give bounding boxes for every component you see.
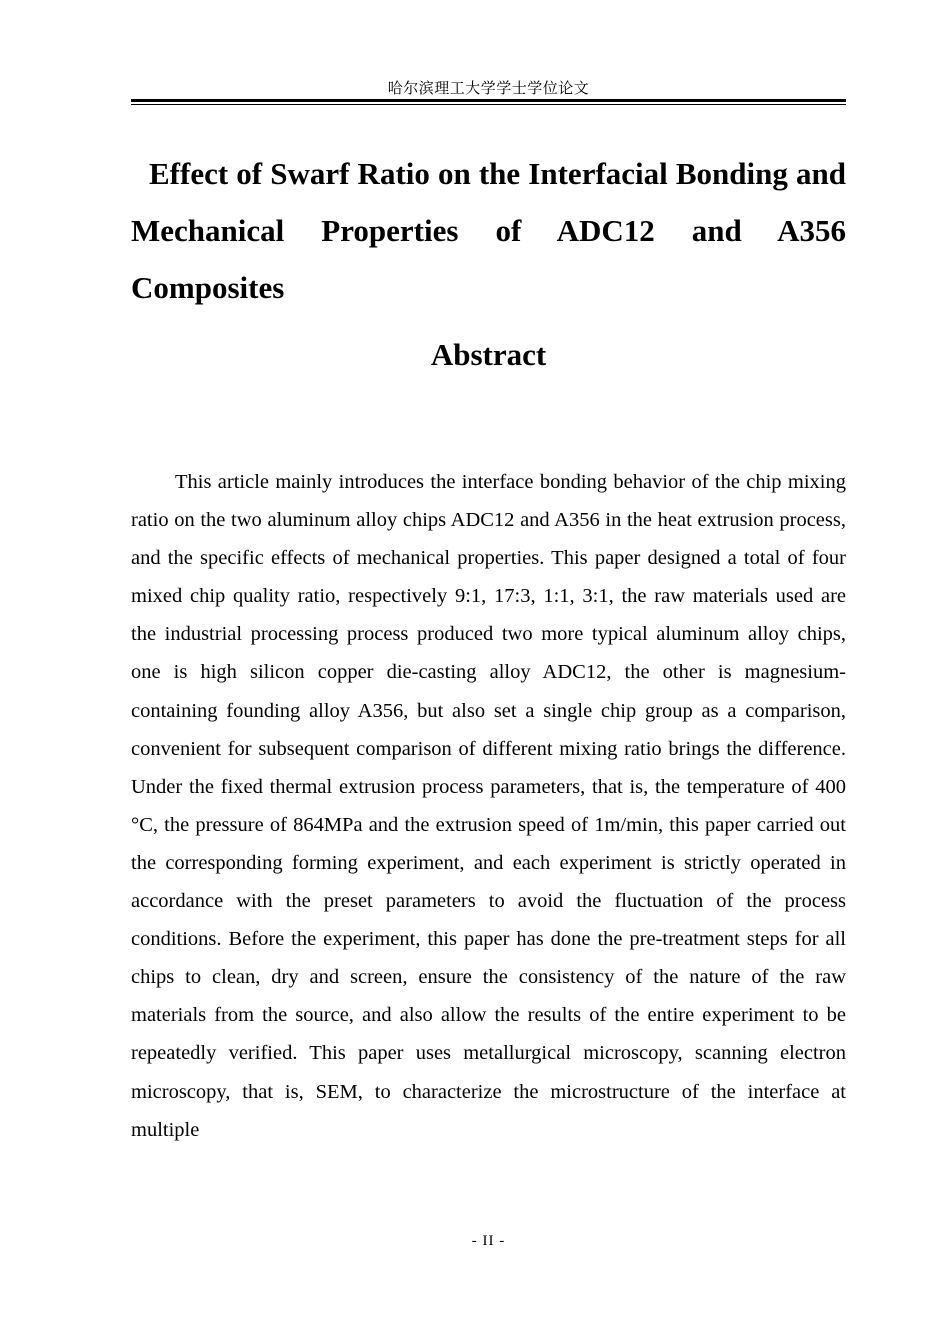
page-number: - II - — [471, 1233, 506, 1249]
header-rule-thick — [131, 99, 846, 102]
header-rule-thin — [131, 104, 846, 105]
abstract-paragraph: This article mainly introduces the interface bonding behavior of the chip mixing ratio on the two aluminum alloy chips ADC12 and A356 in the heat extrusion process, and the specific effects of mechanical properties. This paper designed a total of four mixed chip quality ratio, respectively 9:1, 17:3, 1:1, 3:1, the raw materials used are the industrial processing process produced two more typical aluminum alloy chips, one is high silicon copper die-casting alloy ADC12, the other is magnesium-containing founding alloy A356, but also set a single chip group as a comparison, convenient for subsequent comparison of different mixing ratio brings the difference. Under the fixed thermal extrusion process parameters, that is, the temperature of 400 °C, the pressure of 864MPa and the extrusion speed of 1m/min, this paper carried out the corresponding forming experiment, and each experiment is strictly operated in accordance with the preset parameters to avoid the fluctuation of the process conditions. Before the experiment, this paper has done the pre-treatment steps for all chips to clean, dry and screen, ensure the consistency of the nature of the raw materials from the source, and also allow the results of the entire experiment to be repeatedly verified. This paper uses metallurgical microscopy, scanning electron microscopy, that is, SEM, to characterize the microstructure of the interface at multiple — [131, 471, 846, 1141]
running-header: 哈尔滨理工大学学士学位论文 — [387, 79, 590, 97]
thesis-title: Effect of Swarf Ratio on the Interfacial Bonding and Mechanical Properties of ADC12 and A356 Composites — [131, 156, 846, 305]
abstract-heading: Abstract — [430, 337, 547, 372]
